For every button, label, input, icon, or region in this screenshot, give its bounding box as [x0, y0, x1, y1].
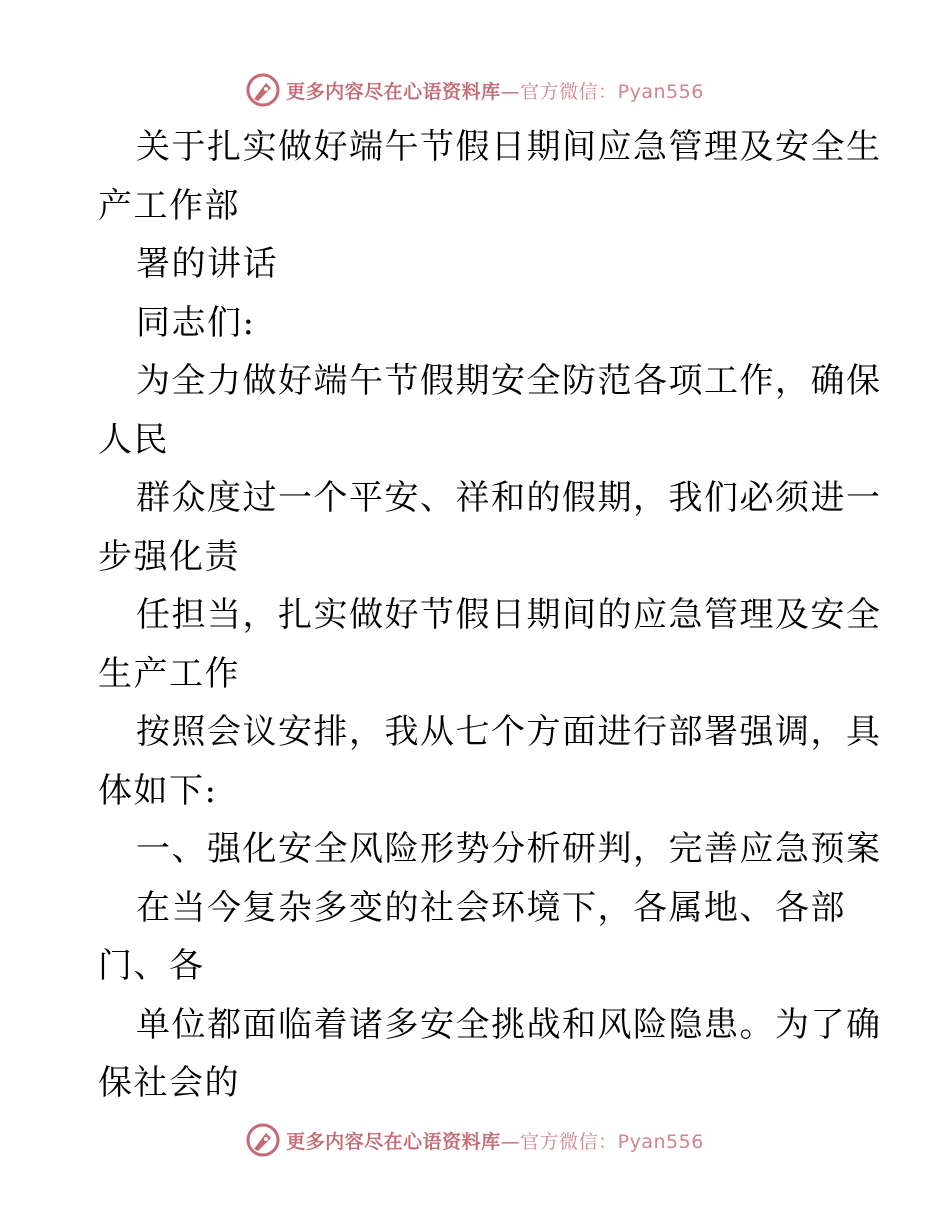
title-line-3: 署的讲话	[136, 244, 278, 284]
pen-nib-logo-icon	[246, 73, 280, 107]
paragraph-line: 保社会的	[98, 1063, 240, 1103]
salutation-line: 同志们:	[136, 302, 256, 343]
paragraph-line: 为全力做好端午节假期安全防范各项工作，确保	[136, 361, 882, 401]
title-line-1: 关于扎实做好端午节假日期间应急管理及安全生	[136, 127, 882, 167]
header-banner-text	[286, 77, 704, 104]
section-heading-1: 一、强化安全风险形势分析研判，完善应急预案	[136, 829, 882, 869]
footer-separator: —	[500, 1130, 521, 1153]
paragraph-line: 生产工作	[98, 653, 240, 694]
paragraph-line: 人民	[98, 419, 169, 460]
footer-wechat-text: 官方微信：Pyan556	[520, 1130, 704, 1153]
paragraph-line: 门、各	[98, 946, 205, 986]
paragraph-line: 在当今复杂多变的社会环境下，各属地、各部	[136, 887, 846, 928]
header-wechat-text: 官方微信：Pyan556	[520, 80, 704, 103]
header-brand-text: 更多内容尽在心语资料库	[286, 80, 501, 103]
header-watermark-banner	[0, 70, 950, 110]
paragraph-line: 体如下:	[98, 770, 218, 811]
footer-watermark-banner	[0, 1120, 950, 1160]
paragraph-line: 单位都面临着诸多安全挑战和风险隐患。为了确	[136, 1004, 882, 1045]
pen-nib-logo-icon	[246, 1123, 280, 1157]
paragraph-line: 群众度过一个平安、祥和的假期，我们必须进一	[136, 478, 882, 518]
header-separator: —	[500, 80, 521, 103]
title-line-2: 产工作部	[98, 185, 240, 226]
document-body	[98, 118, 882, 1113]
paragraph-line: 按照会议安排，我从七个方面进行部署强调，具	[136, 712, 882, 752]
footer-brand-text: 更多内容尽在心语资料库	[286, 1130, 501, 1153]
paragraph-line: 步强化责	[98, 536, 240, 577]
paragraph-line: 任担当，扎实做好节假日期间的应急管理及安全	[136, 595, 882, 635]
footer-banner-text	[286, 1127, 704, 1154]
